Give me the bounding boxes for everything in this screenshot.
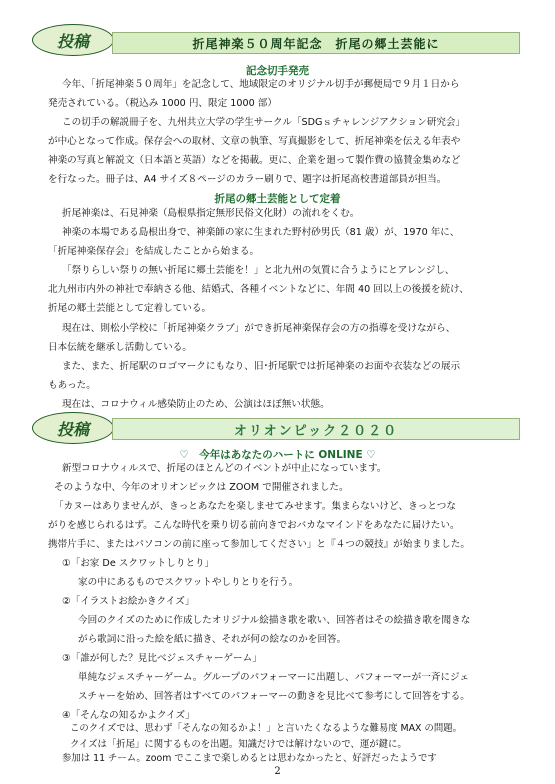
s1p1-line-4: 神楽の写真と解説文（日本語と英語）などを掲載。更に、企業を廻って製作費の協賛金集めなど [48,155,461,166]
s1p2-line-7: 日本伝統を継承し活動している。 [48,342,192,353]
s2-line-13: ④「そんなの知るかよクイズ」 [62,710,195,721]
s2-line-0: 新型コロナウィルスで、折尾のほとんどのイベントが中止になっています。 [62,463,387,474]
s1p2-line-6: 現在は、則松小学校に「折尾神楽クラブ」ができ折尾神楽保存会の方の指導を受けながら、 [62,323,456,334]
s1p1-line-0: 今年、「折尾神楽５０周年」を記念して、地域限定のオリジナル切手が郵便局で９月１日から [62,79,460,90]
section2-title: オリオンピック２０２０ [112,418,520,440]
s1p2-line-4: 北九州市内外の神社で奉納さる他、結婚式、各種イベントなどに、年間 40 回以上の後援を続け、 [48,284,469,295]
s2-line-4: 携帯片手に、またはパソコンの前に座って参加してください」と『４つの競技』が始まりました。 [48,539,470,550]
s2-line-15: クイズは「折尾」に関するものを出題。知識だけでは解けないので、運が鍵に。 [70,739,407,750]
s1p2-line-10: 現在は、コロナウィル感染防止のため、公演はほぼ無い状態。 [62,399,330,410]
section1-title: 折尾神楽５０周年記念 折尾の郷土芸能に [112,32,520,54]
badge-toukou-1: 投稿 [32,24,114,56]
s2-line-10: ③「誰が何した？見比べジェスチャーゲーム」 [62,653,262,664]
badge-toukou-2: 投稿 [32,412,114,444]
section1-sub2: 折尾の郷土芸能として定着 [214,193,341,205]
s2-line-8: 今回のクイズのために作成したオリジナル絵描き歌を歌い、回答者はその絵描き歌を聞きな [78,615,471,626]
s2-line-6: 家の中にあるものでスクワットやしりとりを行う。 [78,577,299,588]
s2-line-12: スチャーを始め、回答者はすべてのパフォーマーの動きを見比べて参考にして回答をする。 [78,691,470,702]
s1p1-line-2: この切手の解説冊子を、九州共立大学の学生サークル「SDGｓチャレンジアクション研究会」 [62,117,466,128]
section2-sub: ♡ 今年はあなたのハートに ONLINE ♡ [179,449,376,461]
s1p2-line-9: もあった。 [48,380,96,391]
s1p2-line-3: 「祭りらしい祭りの無い折尾に郷土芸能を！」と北九州の気質に合うようにとアレンジし、 [62,265,455,276]
s1p2-line-1: 神楽の本場である島根出身で、神楽師の家に生まれた野村砂男氏（81 歳）が、1970 年に、 [62,227,460,238]
s2-line-9: がら歌詞に沿った絵を紙に描き、それが何の絵なのかを回答。 [78,634,347,645]
s2-line-11: 単純なジェスチャーゲーム。グループのパフォーマーに出題し、パフォーマーが一斉にジェ [78,672,470,683]
s1p2-line-8: また、また、折尾駅のロゴマークにもなり、旧･折尾駅では折尾神楽のお面や衣装などの展示 [62,361,461,372]
s2-line-1: そのような中、今年のオリオンピックは ZOOM で開催されました。 [54,482,349,493]
s2-line-5: ①「お家 De スクワットしりとり」 [62,558,215,569]
s1p1-line-1: 発売されている。（税込み 1000 円、限定 1000 部） [48,98,277,109]
s2-line-16: 参加は 11 チーム。zoom でここまで楽しめるとは思わなかったと、好評だったようです [62,753,437,764]
section1-sub1: 記念切手発売 [246,65,309,77]
s2-line-14: このクイズでは、思わず「そんなの知るかよ！」と言いたくなるような難易度 MAX の問題。 [70,723,462,734]
s1p1-line-5: を行なった。冊子は、A4 サイズ８ページのカラー刷りで、題字は折尾高校書道部員が担当。 [48,174,447,185]
s2-line-3: がりを感じられるはず。こんな時代を乗り切る前向きでおバカなマインドをあなたに届けたい。 [48,520,460,531]
s2-line-2: 「カヌーはありませんが、きっとあなたを楽しませてみせます。集まらないけど、きっとつな [54,501,456,512]
s1p2-line-0: 折尾神楽は、石見神楽（島根県指定無形民俗文化財）の流れをくむ。 [62,208,360,219]
s1p1-line-3: が中心となって作成。保存会への取材、文章の執筆、写真撮影をして、折尾神楽を伝える年表や [48,136,461,147]
s2-line-7: ②「イラストお絵かきクイズ」 [62,596,195,607]
page-number: 2 [274,766,281,777]
s1p2-line-5: 折尾の郷土芸能として定着している。 [48,303,212,314]
s1p2-line-2: 「折尾神楽保存会」を結成したことから始まる。 [48,246,260,257]
